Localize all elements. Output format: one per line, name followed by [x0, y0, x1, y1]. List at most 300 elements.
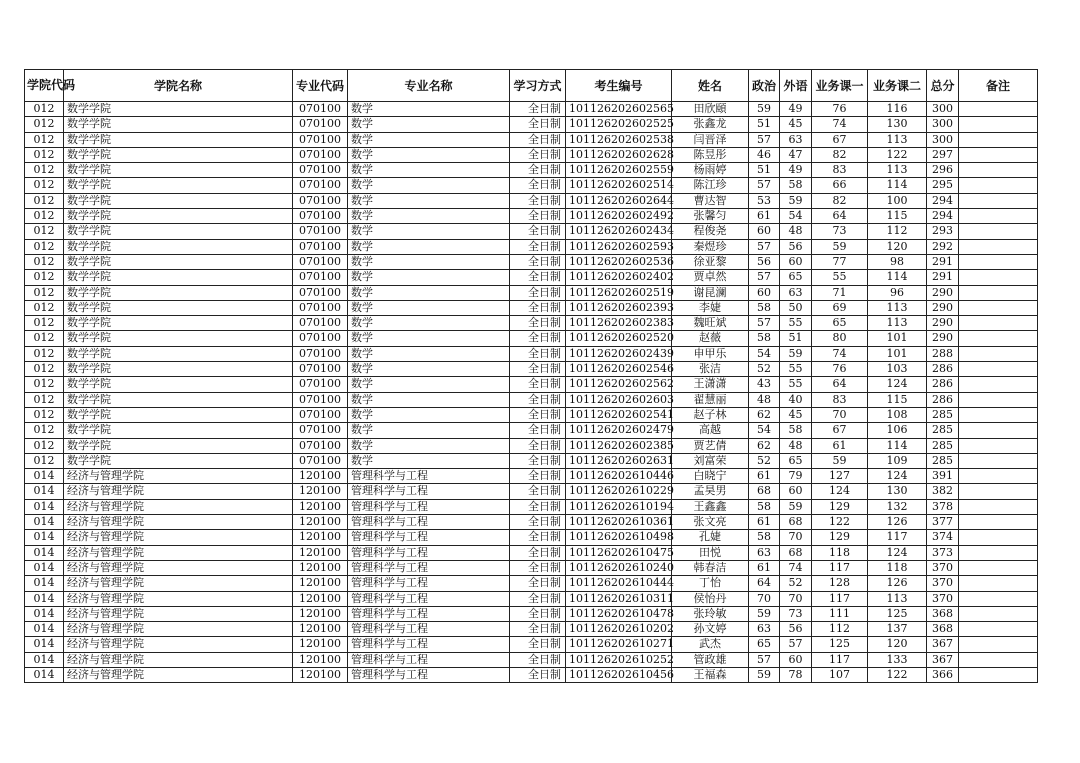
name-cell: 赵子林	[672, 407, 749, 422]
subject-one-score-cell: 64	[812, 209, 868, 224]
major-code-cell: 070100	[293, 209, 348, 224]
politics-score-cell: 57	[749, 270, 780, 285]
subject-two-score-cell: 120	[868, 637, 927, 652]
subject-two-score-cell: 118	[868, 560, 927, 575]
college-code-cell: 014	[25, 515, 64, 530]
subject-one-score-cell: 67	[812, 132, 868, 147]
table-row	[25, 270, 1038, 285]
name-cell: 曹达智	[672, 193, 749, 208]
foreign-language-score-cell: 78	[780, 667, 812, 682]
study-mode-cell: 全日制	[510, 377, 566, 392]
total-score-cell: 297	[927, 147, 959, 162]
foreign-language-score-cell: 49	[780, 163, 812, 178]
name-cell: 张鑫龙	[672, 117, 749, 132]
politics-score-cell: 59	[749, 667, 780, 682]
college-name-cell: 数学学院	[64, 362, 293, 377]
study-mode-cell: 全日制	[510, 530, 566, 545]
subject-one-score-cell: 122	[812, 515, 868, 530]
name-cell: 闫晋泽	[672, 132, 749, 147]
study-mode-cell: 全日制	[510, 392, 566, 407]
major-code-cell: 070100	[293, 377, 348, 392]
major-name-cell: 数学	[348, 239, 510, 254]
subject-one-score-cell: 73	[812, 224, 868, 239]
major-code-cell: 070100	[293, 392, 348, 407]
subject-one-score-cell: 77	[812, 254, 868, 269]
table-row	[25, 102, 1038, 117]
college-code-cell: 012	[25, 254, 64, 269]
college-code-cell: 014	[25, 637, 64, 652]
name-cell: 武杰	[672, 637, 749, 652]
major-name-cell: 数学	[348, 423, 510, 438]
study-mode-cell: 全日制	[510, 239, 566, 254]
politics-score-cell: 68	[749, 484, 780, 499]
major-name-cell: 管理科学与工程	[348, 606, 510, 621]
foreign-language-score-cell: 57	[780, 637, 812, 652]
table-row	[25, 438, 1038, 453]
politics-score-cell: 58	[749, 499, 780, 514]
subject-one-score-cell: 107	[812, 667, 868, 682]
name-cell: 孔婕	[672, 530, 749, 545]
politics-score-cell: 58	[749, 331, 780, 346]
subject-one-score-cell: 117	[812, 652, 868, 667]
college-name-cell: 数学学院	[64, 392, 293, 407]
remarks-cell	[959, 438, 1038, 453]
foreign-language-score-cell: 59	[780, 193, 812, 208]
total-score-cell: 300	[927, 132, 959, 147]
major-code-cell: 070100	[293, 193, 348, 208]
college-name-cell: 数学学院	[64, 209, 293, 224]
subject-one-score-cell: 76	[812, 362, 868, 377]
remarks-cell	[959, 392, 1038, 407]
total-score-cell: 286	[927, 377, 959, 392]
table-row	[25, 224, 1038, 239]
subject-two-score-cell: 132	[868, 499, 927, 514]
study-mode-cell: 全日制	[510, 132, 566, 147]
candidate-id-cell: 101126202610240	[566, 560, 672, 575]
major-name-cell: 数学	[348, 300, 510, 315]
subject-two-score-cell: 106	[868, 423, 927, 438]
name-cell: 贾艺倩	[672, 438, 749, 453]
politics-score-cell: 57	[749, 652, 780, 667]
subject-one-score-cell: 111	[812, 606, 868, 621]
remarks-cell	[959, 331, 1038, 346]
name-cell: 张文亮	[672, 515, 749, 530]
college-name-cell: 经济与管理学院	[64, 545, 293, 560]
name-cell: 孙文婷	[672, 622, 749, 637]
politics-score-cell: 52	[749, 453, 780, 468]
candidate-id-cell: 101126202602644	[566, 193, 672, 208]
major-code-cell: 070100	[293, 346, 348, 361]
candidate-id-cell: 101126202610446	[566, 469, 672, 484]
foreign-language-score-cell: 55	[780, 316, 812, 331]
total-score-cell: 291	[927, 254, 959, 269]
study-mode-cell: 全日制	[510, 300, 566, 315]
college-name-cell: 数学学院	[64, 193, 293, 208]
foreign-language-score-cell: 63	[780, 285, 812, 300]
college-name-cell: 经济与管理学院	[64, 576, 293, 591]
subject-two-score-cell: 113	[868, 163, 927, 178]
name-cell: 孟昊男	[672, 484, 749, 499]
major-code-cell: 120100	[293, 545, 348, 560]
name-cell: 刘富荣	[672, 453, 749, 468]
table-row	[25, 515, 1038, 530]
major-code-cell: 070100	[293, 453, 348, 468]
foreign-language-score-cell: 63	[780, 132, 812, 147]
remarks-cell	[959, 346, 1038, 361]
remarks-cell	[959, 254, 1038, 269]
candidate-id-cell: 101126202602538	[566, 132, 672, 147]
study-mode-cell: 全日制	[510, 163, 566, 178]
total-score-cell: 300	[927, 102, 959, 117]
total-score-cell: 368	[927, 622, 959, 637]
college-name-cell: 经济与管理学院	[64, 515, 293, 530]
name-cell: 张洁	[672, 362, 749, 377]
foreign-language-score-cell: 45	[780, 117, 812, 132]
study-mode-cell: 全日制	[510, 622, 566, 637]
total-score-cell: 366	[927, 667, 959, 682]
college-name-cell: 数学学院	[64, 346, 293, 361]
study-mode-cell: 全日制	[510, 147, 566, 162]
major-code-cell: 070100	[293, 438, 348, 453]
study-mode-cell: 全日制	[510, 667, 566, 682]
college-code-cell: 012	[25, 392, 64, 407]
foreign-language-score-cell: 65	[780, 270, 812, 285]
major-name-cell: 数学	[348, 392, 510, 407]
subject-one-score-cell: 74	[812, 117, 868, 132]
total-score-cell: 288	[927, 346, 959, 361]
subject-one-score-cell: 124	[812, 484, 868, 499]
header-college-code: 学院代码	[25, 70, 64, 102]
table-row	[25, 377, 1038, 392]
foreign-language-score-cell: 70	[780, 591, 812, 606]
table-row	[25, 193, 1038, 208]
study-mode-cell: 全日制	[510, 515, 566, 530]
major-code-cell: 070100	[293, 132, 348, 147]
major-code-cell: 070100	[293, 316, 348, 331]
remarks-cell	[959, 484, 1038, 499]
major-name-cell: 数学	[348, 147, 510, 162]
politics-score-cell: 57	[749, 132, 780, 147]
candidate-id-cell: 101126202602514	[566, 178, 672, 193]
total-score-cell: 296	[927, 163, 959, 178]
major-code-cell: 120100	[293, 606, 348, 621]
remarks-cell	[959, 362, 1038, 377]
major-name-cell: 数学	[348, 346, 510, 361]
politics-score-cell: 51	[749, 163, 780, 178]
name-cell: 秦煜珍	[672, 239, 749, 254]
major-name-cell: 数学	[348, 193, 510, 208]
subject-two-score-cell: 115	[868, 209, 927, 224]
major-name-cell: 管理科学与工程	[348, 637, 510, 652]
college-code-cell: 012	[25, 102, 64, 117]
table-row	[25, 316, 1038, 331]
candidate-id-cell: 101126202602546	[566, 362, 672, 377]
remarks-cell	[959, 545, 1038, 560]
remarks-cell	[959, 423, 1038, 438]
study-mode-cell: 全日制	[510, 545, 566, 560]
total-score-cell: 367	[927, 637, 959, 652]
candidate-id-cell: 101126202610475	[566, 545, 672, 560]
major-code-cell: 120100	[293, 622, 348, 637]
politics-score-cell: 56	[749, 254, 780, 269]
study-mode-cell: 全日制	[510, 285, 566, 300]
name-cell: 魏旺斌	[672, 316, 749, 331]
header-candidate-id: 考生编号	[566, 70, 672, 102]
politics-score-cell: 52	[749, 362, 780, 377]
foreign-language-score-cell: 47	[780, 147, 812, 162]
politics-score-cell: 53	[749, 193, 780, 208]
college-code-cell: 012	[25, 147, 64, 162]
remarks-cell	[959, 178, 1038, 193]
subject-two-score-cell: 112	[868, 224, 927, 239]
remarks-cell	[959, 147, 1038, 162]
candidate-id-cell: 101126202602520	[566, 331, 672, 346]
total-score-cell: 293	[927, 224, 959, 239]
study-mode-cell: 全日制	[510, 606, 566, 621]
politics-score-cell: 61	[749, 515, 780, 530]
subject-one-score-cell: 117	[812, 591, 868, 606]
politics-score-cell: 57	[749, 239, 780, 254]
subject-two-score-cell: 98	[868, 254, 927, 269]
subject-one-score-cell: 112	[812, 622, 868, 637]
college-name-cell: 数学学院	[64, 438, 293, 453]
study-mode-cell: 全日制	[510, 469, 566, 484]
candidate-id-cell: 101126202602519	[566, 285, 672, 300]
candidate-id-cell: 101126202610252	[566, 652, 672, 667]
college-code-cell: 014	[25, 545, 64, 560]
study-mode-cell: 全日制	[510, 316, 566, 331]
major-code-cell: 120100	[293, 484, 348, 499]
candidate-id-cell: 101126202610456	[566, 667, 672, 682]
major-code-cell: 120100	[293, 499, 348, 514]
table-row	[25, 667, 1038, 682]
major-code-cell: 120100	[293, 469, 348, 484]
candidate-id-cell: 101126202610498	[566, 530, 672, 545]
foreign-language-score-cell: 59	[780, 346, 812, 361]
header-remarks: 备注	[959, 70, 1038, 102]
remarks-cell	[959, 270, 1038, 285]
study-mode-cell: 全日制	[510, 362, 566, 377]
subject-two-score-cell: 114	[868, 270, 927, 285]
table-row	[25, 407, 1038, 422]
header-study-mode: 学习方式	[510, 70, 566, 102]
foreign-language-score-cell: 48	[780, 438, 812, 453]
admission-list-sheet	[24, 69, 1037, 683]
subject-two-score-cell: 101	[868, 346, 927, 361]
total-score-cell: 294	[927, 193, 959, 208]
college-code-cell: 012	[25, 117, 64, 132]
name-cell: 王鑫鑫	[672, 499, 749, 514]
major-name-cell: 管理科学与工程	[348, 484, 510, 499]
college-name-cell: 数学学院	[64, 270, 293, 285]
major-name-cell: 管理科学与工程	[348, 515, 510, 530]
college-code-cell: 012	[25, 438, 64, 453]
subject-one-score-cell: 64	[812, 377, 868, 392]
foreign-language-score-cell: 56	[780, 622, 812, 637]
subject-two-score-cell: 116	[868, 102, 927, 117]
remarks-cell	[959, 469, 1038, 484]
politics-score-cell: 57	[749, 178, 780, 193]
college-code-cell: 012	[25, 178, 64, 193]
major-name-cell: 数学	[348, 178, 510, 193]
subject-two-score-cell: 120	[868, 239, 927, 254]
major-name-cell: 管理科学与工程	[348, 576, 510, 591]
foreign-language-score-cell: 50	[780, 300, 812, 315]
college-code-cell: 014	[25, 469, 64, 484]
candidate-id-cell: 101126202602603	[566, 392, 672, 407]
subject-two-score-cell: 130	[868, 484, 927, 499]
candidate-id-cell: 101126202610478	[566, 606, 672, 621]
college-code-cell: 012	[25, 285, 64, 300]
foreign-language-score-cell: 58	[780, 423, 812, 438]
politics-score-cell: 64	[749, 576, 780, 591]
table-row	[25, 147, 1038, 162]
foreign-language-score-cell: 74	[780, 560, 812, 575]
major-code-cell: 120100	[293, 667, 348, 682]
major-name-cell: 数学	[348, 331, 510, 346]
major-code-cell: 120100	[293, 530, 348, 545]
name-cell: 谢昆澜	[672, 285, 749, 300]
subject-two-score-cell: 124	[868, 469, 927, 484]
politics-score-cell: 60	[749, 285, 780, 300]
candidate-id-cell: 101126202602434	[566, 224, 672, 239]
subject-two-score-cell: 113	[868, 132, 927, 147]
name-cell: 韩春洁	[672, 560, 749, 575]
total-score-cell: 285	[927, 453, 959, 468]
foreign-language-score-cell: 65	[780, 453, 812, 468]
subject-two-score-cell: 113	[868, 300, 927, 315]
total-score-cell: 370	[927, 560, 959, 575]
subject-two-score-cell: 109	[868, 453, 927, 468]
college-code-cell: 014	[25, 622, 64, 637]
foreign-language-score-cell: 49	[780, 102, 812, 117]
college-code-cell: 012	[25, 209, 64, 224]
major-name-cell: 数学	[348, 407, 510, 422]
candidate-id-cell: 101126202602631	[566, 453, 672, 468]
major-name-cell: 数学	[348, 117, 510, 132]
name-cell: 高越	[672, 423, 749, 438]
total-score-cell: 373	[927, 545, 959, 560]
major-name-cell: 数学	[348, 102, 510, 117]
header-major-name: 专业名称	[348, 70, 510, 102]
name-cell: 贾卓然	[672, 270, 749, 285]
college-code-cell: 012	[25, 300, 64, 315]
politics-score-cell: 61	[749, 469, 780, 484]
total-score-cell: 286	[927, 392, 959, 407]
total-score-cell: 300	[927, 117, 959, 132]
college-name-cell: 数学学院	[64, 239, 293, 254]
table-row	[25, 576, 1038, 591]
total-score-cell: 370	[927, 591, 959, 606]
total-score-cell: 370	[927, 576, 959, 591]
subject-two-score-cell: 108	[868, 407, 927, 422]
college-name-cell: 经济与管理学院	[64, 499, 293, 514]
college-code-cell: 014	[25, 560, 64, 575]
subject-one-score-cell: 61	[812, 438, 868, 453]
foreign-language-score-cell: 52	[780, 576, 812, 591]
table-row	[25, 606, 1038, 621]
foreign-language-score-cell: 59	[780, 499, 812, 514]
study-mode-cell: 全日制	[510, 423, 566, 438]
total-score-cell: 285	[927, 407, 959, 422]
candidate-id-cell: 101126202602439	[566, 346, 672, 361]
subject-two-score-cell: 133	[868, 652, 927, 667]
candidate-id-cell: 101126202602562	[566, 377, 672, 392]
study-mode-cell: 全日制	[510, 652, 566, 667]
total-score-cell: 378	[927, 499, 959, 514]
major-name-cell: 数学	[348, 270, 510, 285]
subject-two-score-cell: 100	[868, 193, 927, 208]
header-college-name: 学院名称	[64, 70, 293, 102]
table-row	[25, 530, 1038, 545]
table-row	[25, 132, 1038, 147]
politics-score-cell: 65	[749, 637, 780, 652]
table-row	[25, 484, 1038, 499]
table-row	[25, 469, 1038, 484]
subject-two-score-cell: 124	[868, 545, 927, 560]
subject-one-score-cell: 129	[812, 499, 868, 514]
subject-two-score-cell: 130	[868, 117, 927, 132]
major-name-cell: 管理科学与工程	[348, 652, 510, 667]
college-code-cell: 012	[25, 423, 64, 438]
subject-two-score-cell: 122	[868, 147, 927, 162]
subject-one-score-cell: 76	[812, 102, 868, 117]
total-score-cell: 290	[927, 300, 959, 315]
subject-one-score-cell: 59	[812, 453, 868, 468]
study-mode-cell: 全日制	[510, 331, 566, 346]
college-name-cell: 经济与管理学院	[64, 667, 293, 682]
foreign-language-score-cell: 54	[780, 209, 812, 224]
candidate-id-cell: 101126202602525	[566, 117, 672, 132]
subject-one-score-cell: 70	[812, 407, 868, 422]
major-code-cell: 070100	[293, 270, 348, 285]
major-name-cell: 管理科学与工程	[348, 469, 510, 484]
candidate-id-cell: 101126202610271	[566, 637, 672, 652]
header-major-code: 专业代码	[293, 70, 348, 102]
study-mode-cell: 全日制	[510, 453, 566, 468]
name-cell: 李婕	[672, 300, 749, 315]
politics-score-cell: 51	[749, 117, 780, 132]
college-name-cell: 数学学院	[64, 147, 293, 162]
major-name-cell: 数学	[348, 438, 510, 453]
college-code-cell: 012	[25, 193, 64, 208]
name-cell: 申甲乐	[672, 346, 749, 361]
major-code-cell: 070100	[293, 147, 348, 162]
name-cell: 程俊尧	[672, 224, 749, 239]
name-cell: 杨雨婷	[672, 163, 749, 178]
table-row	[25, 545, 1038, 560]
total-score-cell: 290	[927, 331, 959, 346]
major-name-cell: 数学	[348, 209, 510, 224]
subject-two-score-cell: 101	[868, 331, 927, 346]
remarks-cell	[959, 407, 1038, 422]
college-code-cell: 012	[25, 270, 64, 285]
subject-one-score-cell: 69	[812, 300, 868, 315]
remarks-cell	[959, 530, 1038, 545]
politics-score-cell: 59	[749, 102, 780, 117]
candidate-id-cell: 101126202610361	[566, 515, 672, 530]
politics-score-cell: 70	[749, 591, 780, 606]
major-name-cell: 管理科学与工程	[348, 545, 510, 560]
remarks-cell	[959, 652, 1038, 667]
study-mode-cell: 全日制	[510, 560, 566, 575]
header-foreign-language: 外语	[780, 70, 812, 102]
table-row	[25, 453, 1038, 468]
table-row	[25, 499, 1038, 514]
foreign-language-score-cell: 60	[780, 484, 812, 499]
college-name-cell: 数学学院	[64, 254, 293, 269]
foreign-language-score-cell: 60	[780, 254, 812, 269]
